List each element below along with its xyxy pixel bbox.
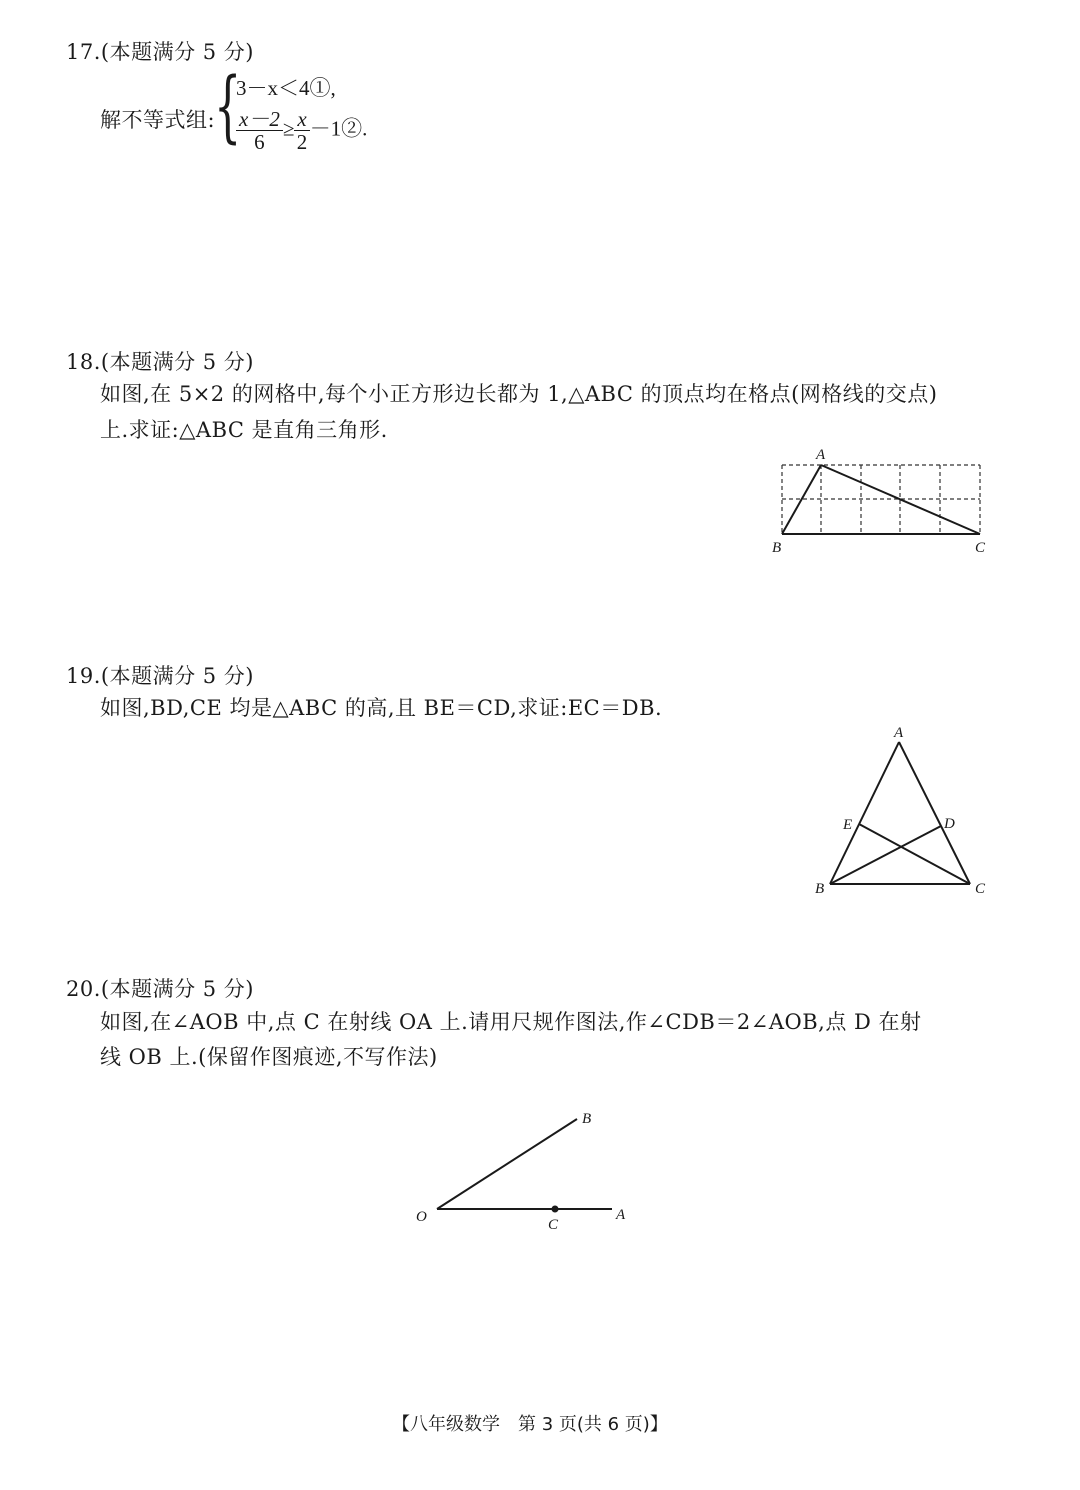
label-c: C — [975, 881, 986, 897]
q18-text-line-1: 如图,在 5×2 的网格中,每个小正方形边长都为 1,△ABC 的顶点均在格点(网格线的交点) — [100, 382, 938, 406]
label-c: C — [548, 1217, 559, 1233]
label-a: A — [816, 447, 826, 463]
triangle-abc-altitudes — [830, 742, 970, 884]
fraction-2: $\frac{x}{2}$ — [294, 108, 309, 153]
fraction-1: $\frac{x-2}{6}$ — [236, 108, 283, 153]
q20-heading — [66, 973, 254, 1003]
label-a: A — [894, 725, 904, 741]
q19-score: (本题满分 5 分) — [100, 664, 255, 688]
q17-intro: 解不等式组: — [100, 108, 216, 132]
q20-number: 20. — [66, 977, 101, 1001]
q20-angle-figure — [400, 1095, 660, 1245]
q17-inequality-1: 3－x＜4①, — [236, 76, 336, 100]
q18-score: (本题满分 5 分) — [100, 350, 255, 374]
q17-score: (本题满分 5 分) — [100, 40, 255, 64]
q19-text-line-1: 如图,BD,CE 均是△ABC 的高,且 BE＝CD,求证:EC＝DB. — [100, 696, 663, 720]
q17-inequality-2: $\frac{x-2}{6}$ ≥ $\frac{x}{2}$ －1②. — [236, 108, 367, 153]
q20-score: (本题满分 5 分) — [100, 977, 255, 1001]
q19-triangle-figure — [800, 720, 1000, 900]
point-c — [552, 1206, 559, 1213]
q19-number: 19. — [66, 664, 101, 688]
label-o: O — [416, 1209, 427, 1225]
label-e: E — [843, 817, 853, 833]
q20-text-line-1: 如图,在∠AOB 中,点 C 在射线 OA 上.请用尺规作图法,作∠CDB＝2∠AOB,点 D 在射 — [100, 1010, 922, 1034]
q17-number: 17. — [66, 40, 101, 64]
angle-aob — [437, 1119, 612, 1209]
label-b: B — [815, 881, 825, 897]
q18-text-line-2: 上.求证:△ABC 是直角三角形. — [100, 418, 388, 442]
page-footer: 【八年级数学 第 3 页(共 6 页)】 — [392, 1414, 668, 1435]
q19-heading — [66, 660, 254, 690]
label-b: B — [582, 1111, 592, 1127]
system-brace: { — [214, 62, 242, 152]
q18-number: 18. — [66, 350, 101, 374]
label-b: B — [772, 540, 782, 556]
grid-lines — [782, 465, 980, 534]
label-d: D — [944, 816, 955, 832]
q20-text-line-2: 线 OB 上.(保留作图痕迹,不写作法) — [100, 1045, 438, 1069]
label-a: A — [616, 1207, 626, 1223]
q18-grid-figure — [760, 440, 1010, 560]
q18-heading — [66, 346, 254, 376]
label-c: C — [975, 540, 986, 556]
